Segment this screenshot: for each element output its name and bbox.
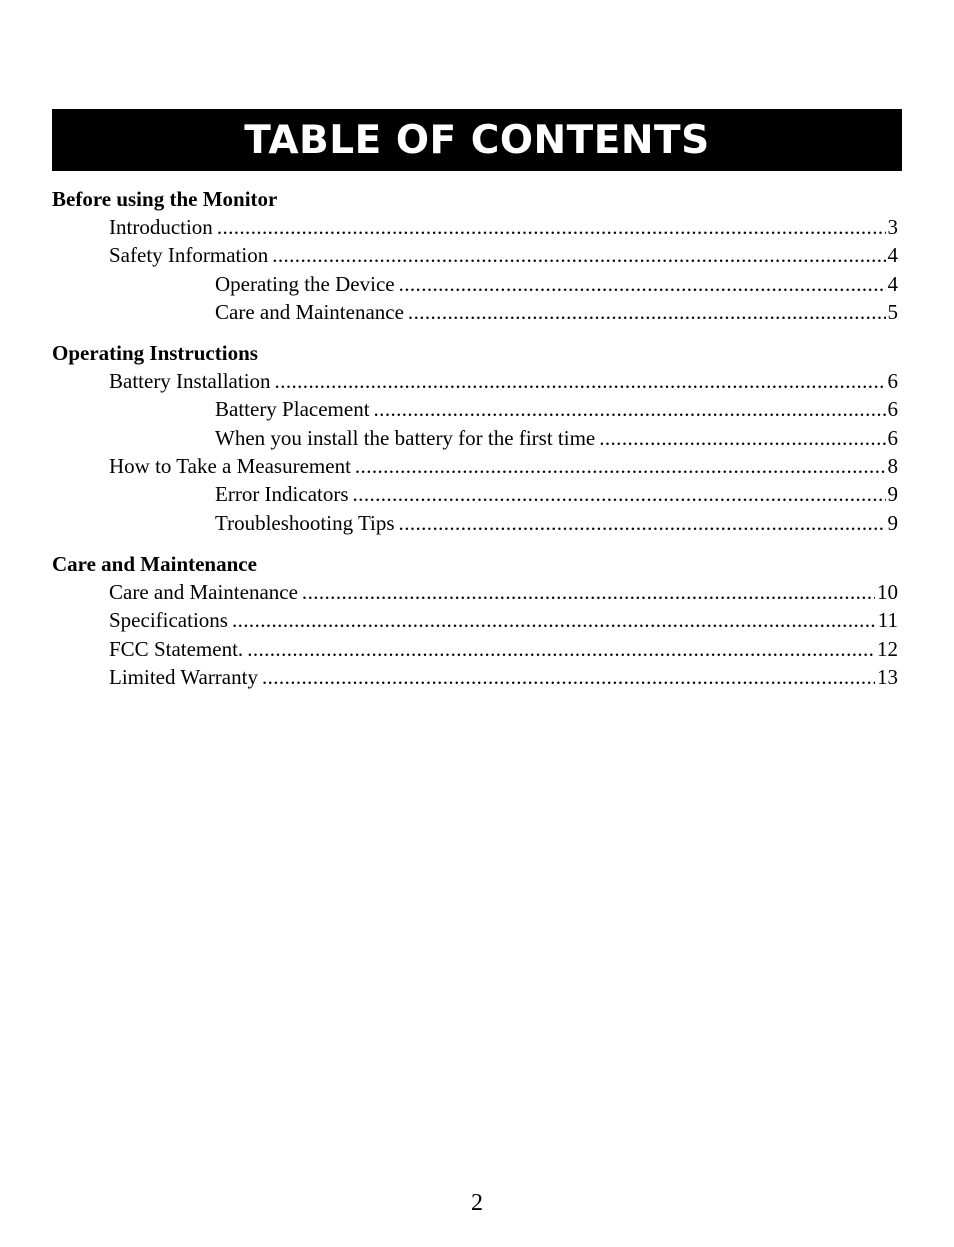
title-banner (52, 109, 902, 171)
page-title: TABLE OF CONTENTS (244, 117, 710, 163)
toc-entry-page: 9 (887, 510, 898, 535)
section-heading: Operating Instructions (52, 341, 258, 366)
dot-leader (275, 367, 886, 395)
dot-leader (217, 213, 886, 241)
dot-leader (599, 424, 885, 452)
dot-leader (247, 635, 875, 663)
dot-leader (353, 480, 886, 508)
dot-leader (399, 509, 886, 537)
toc-entry[interactable] (52, 606, 898, 634)
dot-leader (399, 270, 886, 298)
dot-leader (262, 663, 875, 691)
toc-entry[interactable] (52, 424, 898, 452)
toc-entry-label: When you install the battery for the first time (215, 425, 596, 450)
toc-entry-label: Troubleshooting Tips (215, 510, 395, 535)
toc-entry-label: Battery Installation (109, 369, 271, 394)
toc-entry-label: Limited Warranty (109, 664, 258, 689)
toc-entry-label: Safety Information (109, 243, 269, 268)
toc-entry[interactable] (52, 578, 898, 606)
table-of-contents (52, 185, 898, 704)
toc-entry[interactable] (52, 298, 898, 326)
toc-entry-page: 8 (887, 454, 898, 479)
toc-entry-label: Error Indicators (215, 482, 349, 507)
toc-entry-page: 10 (877, 579, 898, 604)
toc-entry[interactable] (52, 635, 898, 663)
dot-leader (355, 452, 886, 480)
toc-entry-label: Care and Maintenance (215, 299, 404, 324)
toc-entry-page: 4 (887, 243, 898, 268)
toc-section (52, 339, 898, 537)
toc-entry-page: 12 (877, 636, 898, 661)
toc-entry-label: How to Take a Measurement (109, 454, 351, 479)
toc-entry-page: 4 (887, 271, 898, 296)
toc-entry[interactable] (52, 213, 898, 241)
toc-entry-page: 3 (887, 215, 898, 239)
toc-entry-label: Introduction (109, 215, 213, 239)
dot-leader (302, 578, 875, 606)
toc-entry[interactable] (52, 395, 898, 423)
toc-entry-page: 9 (887, 482, 898, 507)
toc-section (52, 550, 898, 691)
toc-entry-page: 5 (887, 299, 898, 324)
toc-entry-label: Operating the Device (215, 271, 395, 296)
toc-entry[interactable] (52, 367, 898, 395)
toc-entry[interactable] (52, 241, 898, 269)
section-heading: Care and Maintenance (52, 551, 257, 576)
section-heading: Before using the Monitor (52, 187, 278, 211)
toc-entry-label: Specifications (109, 608, 228, 633)
toc-entry-page: 6 (887, 425, 898, 450)
toc-entry-page: 6 (887, 369, 898, 394)
toc-entry[interactable] (52, 270, 898, 298)
toc-entry[interactable] (52, 452, 898, 480)
toc-entry[interactable] (52, 663, 898, 691)
toc-entry-page: 11 (877, 608, 898, 633)
page-number: 2 (471, 1190, 483, 1216)
toc-entry-label: Care and Maintenance (109, 579, 298, 604)
toc-entry-page: 13 (877, 664, 898, 689)
toc-entry[interactable] (52, 480, 898, 508)
toc-section (52, 185, 898, 326)
toc-entry-page: 6 (887, 397, 898, 422)
dot-leader (408, 298, 886, 326)
dot-leader (272, 241, 885, 269)
dot-leader (374, 395, 886, 423)
dot-leader (232, 606, 876, 634)
toc-entry[interactable] (52, 509, 898, 537)
toc-entry-label: FCC Statement. (109, 636, 244, 661)
toc-entry-label: Battery Placement (215, 397, 370, 422)
